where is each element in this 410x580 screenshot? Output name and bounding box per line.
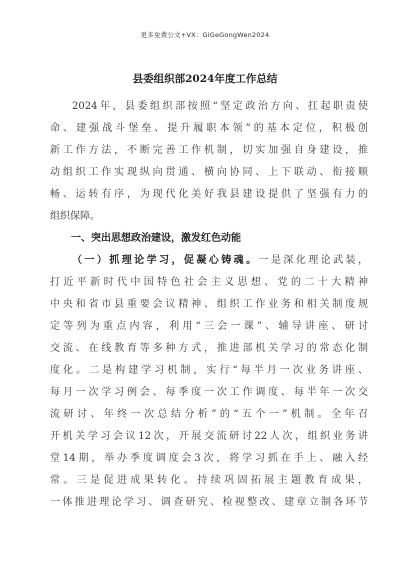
page-header: 更多免费公文+VX：GiGeGongWen2024	[140, 31, 270, 39]
paragraph-line: 流研讨、年终一次总结分析”的“五个一”机制。全年召	[50, 409, 368, 420]
subsection-lead: （一）抓理论学习，促凝心铸魂。	[72, 255, 259, 266]
paragraph-line: 定等列为重点内容，利用“三会一课”、辅导讲座、研讨	[50, 321, 368, 332]
paragraph-line	[50, 250, 368, 272]
paragraph-line: 度化。二是构建学习机制，实行“每半月一次业务讲座、	[50, 365, 368, 376]
paragraph-line: 中央和省市县重要会议精神、组织工作业务和相关制度规	[50, 299, 368, 310]
document-title: 县委组织部2024年度工作总结	[132, 73, 278, 85]
paragraph-line: 交流、在线教育等多种方式，推进部机关学习的常态化制	[50, 343, 368, 354]
section-paragraph	[50, 250, 368, 514]
section-heading: 一、突出思想政治建设，激发红色动能	[71, 233, 241, 244]
paragraph-line: 畅、运转有序，为现代化美好我县建设提供了坚强有力的	[50, 189, 368, 200]
paragraph-line: 2024年，县委组织部按照“坚定政治方向、扛起职责使	[72, 101, 368, 112]
paragraph-line: 组织保障。	[50, 211, 100, 222]
paragraph-line: 打近平新时代中国特色社会主义思想、党的二十大精神	[50, 277, 368, 288]
paragraph-line: 开机关学习会议12次，开展交流研讨22人次，组织业务讲	[50, 431, 368, 442]
paragraph-line: 常。三是促进成果转化。持续巩固拓展主题教育成果，	[50, 475, 368, 486]
intro-paragraph	[50, 96, 368, 228]
lead-rest: 一是深化理论武装，	[258, 255, 369, 266]
paragraph-line: 动组织工作实现纵向贯通、横向协同、上下联动、衔接顺	[50, 167, 368, 178]
paragraph-line: 一体推进理论学习、调查研究、检视整改、建章立制各环节	[50, 497, 368, 508]
paragraph-line: 堂14期，举办季度调度会3次，将学习抓在手上、融入经	[50, 453, 368, 464]
paragraph-line: 命、建强战斗堡垒、提升履职本领”的基本定位，积极创	[50, 123, 368, 134]
paragraph-line: 新工作方法，不断完善工作机制，切实加强自身建设，推	[50, 145, 368, 156]
paragraph-line: 每月一次学习例会、每季度一次工作调度、每半年一次交	[50, 387, 368, 398]
